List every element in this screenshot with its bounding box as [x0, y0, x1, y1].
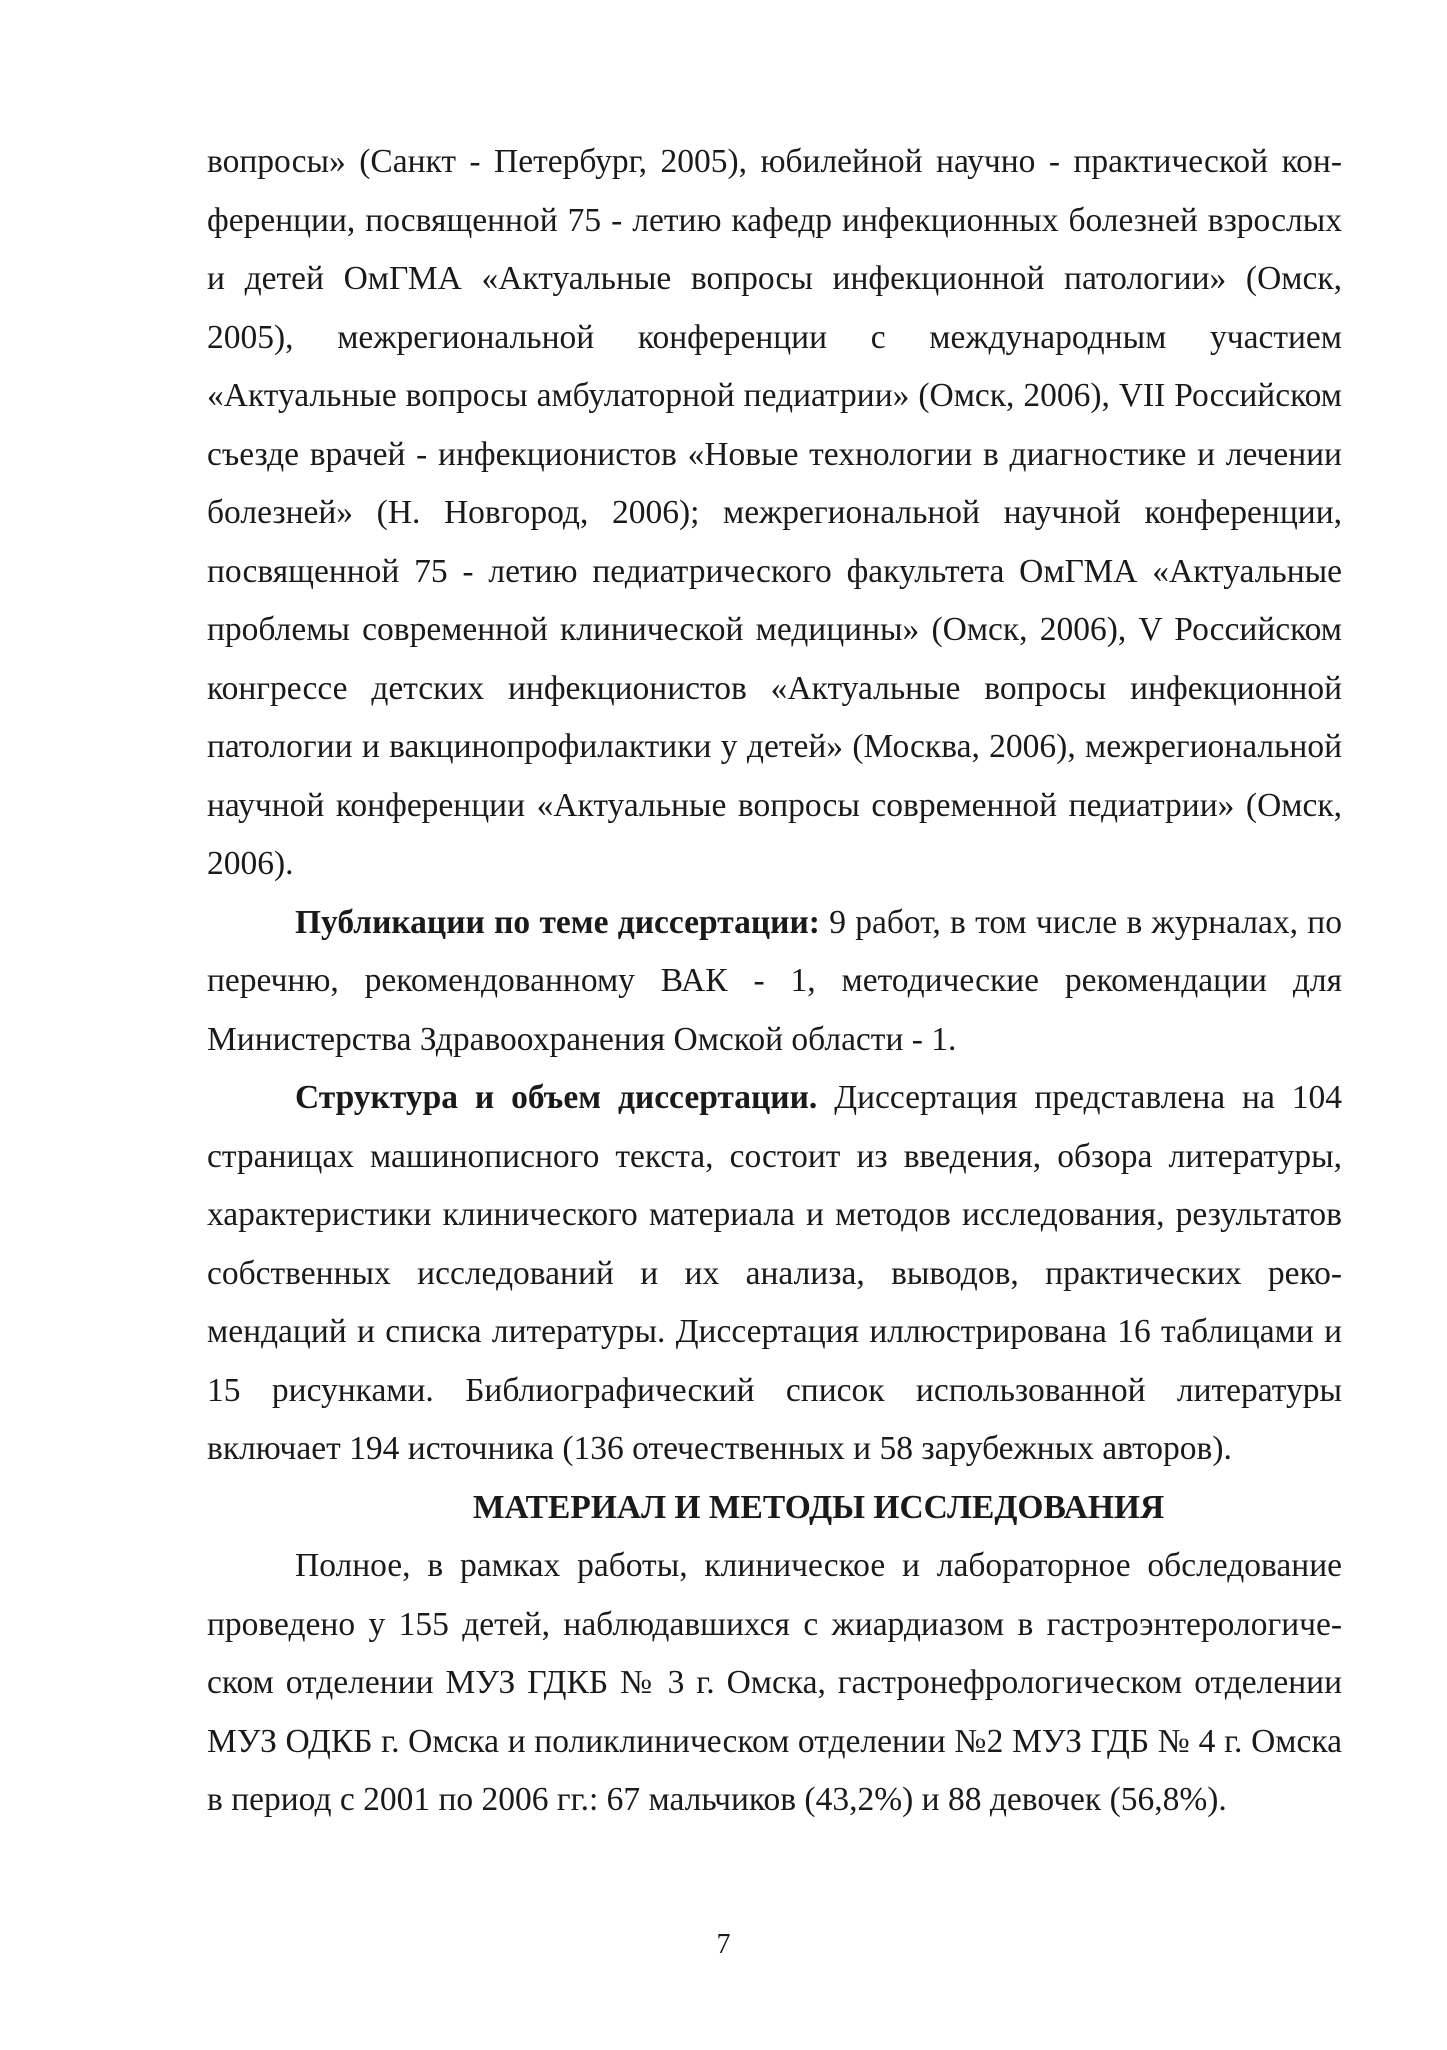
page-number: 7: [716, 1929, 731, 1960]
structure-paragraph: [207, 1069, 1342, 1479]
structure-label: Структура и объем диссертации.: [295, 1079, 818, 1116]
publications-label: Публикации по теме диссертации:: [295, 903, 820, 941]
publications-paragraph: [207, 894, 1342, 1070]
document-page: [207, 133, 1342, 1830]
continuation-paragraph: вопросы» (Санкт - Петербург, 2005), юбилейной научно - практической конференции, посвященной 75 - летию кафедр инфекционных болезней взрослых и детей ОмГМА «Актуальные вопросы инфекционной патологии» (Омск, 2005), межрегиональной конференции с международным участием «Актуальные вопросы амбулаторной педиатрии» (Омск, 2006), VII Российском съезде врачей - инфекционистов «Новые технологии в диагностике и лечении болезней» (Н. Новгород, 2006); межрегиональной научной конференции, посвященной 75 - летию педиатрического факультета ОмГМА «Актуальные проблемы современной клинической медицины» (Омск, 2006), V Российском конгрессе детских инфекционистов «Актуальные вопросы инфекционной патологии и вакцинопрофилактики у детей» (Москва, 2006), межрегиональной научной конференции «Актуальные вопросы современной педиатрии» (Омск, 2006).: [207, 143, 1342, 882]
publications-text: 9 работ, в том числе в журналах, по перечню, рекомендованному ВАК - 1, методические рекомендации для Министерства Здравоохранения Омской области - 1.: [207, 903, 1342, 1058]
section-heading: МАТЕРИАЛ И МЕТОДЫ ИССЛЕДОВАНИЯ: [472, 1488, 1165, 1526]
structure-text: Диссертация представлена на 104 страницах машинописного текста, состоит из введения, обзора литературы, характеристики клинического материала и методов исследования, результатов собственных исследований и их анализа, выводов, практических рекомендаций и списка литературы. Диссертация иллюстрирована 16 таблицами и 15 рисунками. Библиографический список использованной литературы включает 194 источника (136 отечественных и 58 зарубежных авторов).: [207, 1079, 1342, 1467]
methods-paragraph: Полное, в рамках работы, клиническое и лабораторное обследование проведено у 155 детей, наблюдавшихся с жиардиазом в гастроэнтерологическом отделении МУЗ ГДКБ № 3 г. Омска, гастронефрологическом отделении МУЗ ОДКБ г. Омска и поликлиническом отделении №2 МУЗ ГДБ № 4 г. Омска в период с 2001 по 2006 гг.: 67 мальчиков (43,2%) и 88 девочек (56,8%).: [207, 1547, 1342, 1818]
